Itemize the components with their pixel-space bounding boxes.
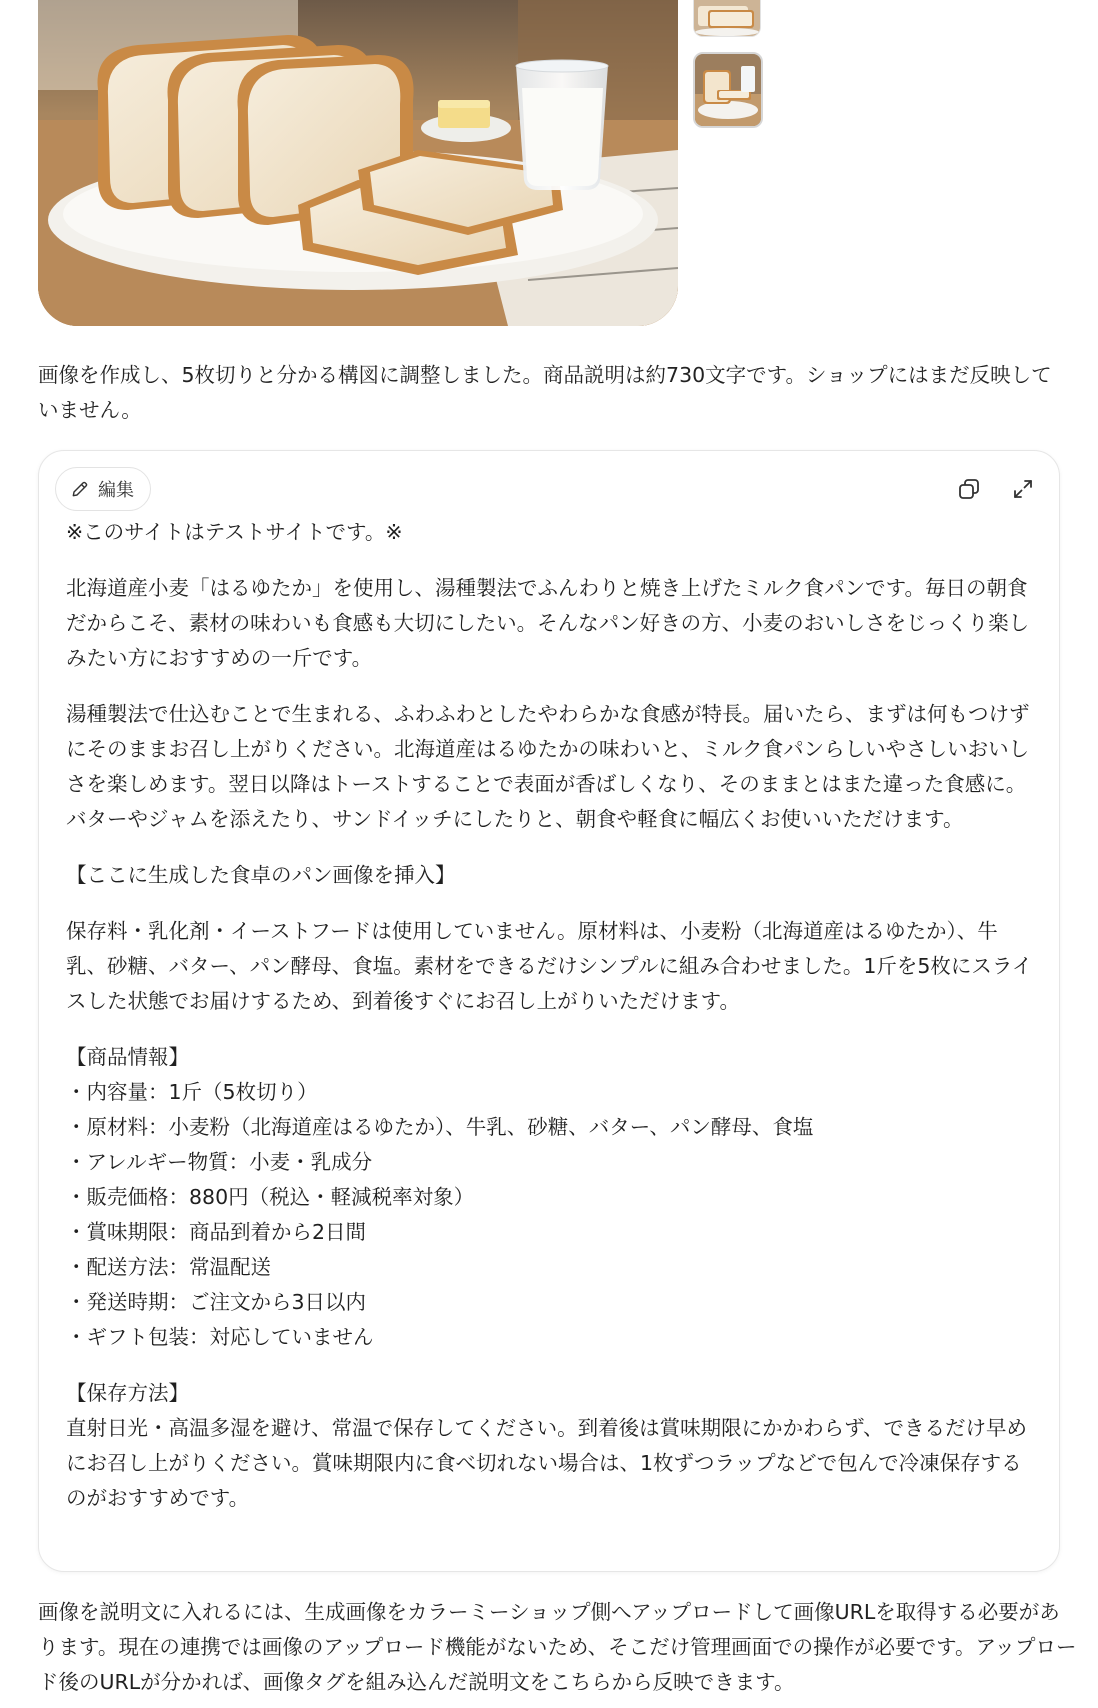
- image-placeholder-text: 【ここに生成した食卓のパン画像を挿入】: [66, 863, 456, 887]
- list-item: ・原材料：小麦粉（北海道産はるゆたか）、牛乳、砂糖、バター、パン酵母、食塩: [66, 1115, 814, 1139]
- product-info-list: [66, 1075, 1036, 1355]
- pencil-icon: [70, 479, 90, 499]
- bread-thumbnail-1[interactable]: [693, 0, 761, 37]
- storage-text: 直射日光・高温多湿を避け、常温で保存してください。到着後は賞味期限にかかわらず、できるだけ早めにお召し上がりください。賞味期限内に食べ切れない場合は、1枚ずつラップなどで包んで冷凍保存するのがおすすめです。: [66, 1416, 1028, 1510]
- thumbnail-illustration: [695, 54, 761, 126]
- bread-photo-illustration: [38, 0, 678, 326]
- bread-thumbnail-2[interactable]: [693, 52, 763, 128]
- assistant-message-outro: 画像を説明文に入れるには、生成画像をカラーミーショップ側へアップロードして画像URLを取得する必要があります。現在の連携では画像のアップロード機能がないため、そこだけ管理画面での操作が必要です。アップロード後のURLが分かれば、画像タグを組み込んだ説明文をこちらから反映できます。: [38, 1600, 1077, 1694]
- thumbnail-illustration: [694, 0, 760, 36]
- assistant-message-intro: 画像を作成し、5枚切りと分かる構図に調整しました。商品説明は約730文字です。ショップにはまだ反映していません。: [38, 363, 1052, 422]
- description-paragraph-2: 湯種製法で仕込むことで生まれる、ふわふわとしたやわらかな食感が特長。届いたら、まずは何もつけずにそのままお召し上がりください。北海道産はるゆたかの味わいと、ミルク食パンらしいやさしいおいしさを楽しめます。翌日以降はトーストすることで表面が香ばしくなり、そのままとはまた違った食感に。バターやジャムを添えたり、サンドイッチにしたりと、朝食や軽食に幅広くお使いいただけます。: [66, 702, 1030, 831]
- list-item: ・配送方法：常温配送: [66, 1255, 271, 1279]
- list-item: ・販売価格：880円（税込・軽減税率対象）: [66, 1185, 475, 1209]
- list-item: ・ギフト包装：対応していません: [66, 1325, 374, 1349]
- list-item: ・内容量：1斤（5枚切り）: [66, 1080, 318, 1104]
- copy-button[interactable]: [953, 473, 985, 505]
- list-item: ・アレルギー物質：小麦・乳成分: [66, 1150, 373, 1174]
- list-item: ・発送時期：ご注文から3日以内: [66, 1290, 367, 1314]
- expand-button[interactable]: [1007, 473, 1039, 505]
- storage-heading: 【保存方法】: [66, 1381, 189, 1405]
- bread-photo[interactable]: [38, 0, 678, 326]
- copy-icon: [957, 477, 981, 501]
- edit-button-label: 編集: [98, 480, 134, 501]
- description-paragraph-3: 保存料・乳化剤・イーストフードは使用していません。原材料は、小麦粉（北海道産はるゆたか）、牛乳、砂糖、バター、パン酵母、食塩。素材をできるだけシンプルに組み合わせました。1斤を5枚にスライスした状態でお届けするため、到着後すぐにお召し上がりいただけます。: [66, 919, 1033, 1013]
- test-site-notice: ※このサイトはテストサイトです。※: [66, 520, 403, 544]
- list-item: ・賞味期限：商品到着から2日間: [66, 1220, 367, 1244]
- card-content: [66, 515, 1036, 1537]
- description-paragraph-1: 北海道産小麦「はるゆたか」を使用し、湯種製法でふんわりと焼き上げたミルク食パンです。毎日の朝食だからこそ、素材の味わいも食感も大切にしたい。そんなパン好きの方、小麦のおいしさをじっくり楽しみたい方におすすめの一斤です。: [66, 576, 1030, 670]
- product-info-heading: 【商品情報】: [66, 1045, 189, 1069]
- edit-button[interactable]: [55, 467, 151, 511]
- product-description-card: [38, 450, 1060, 1572]
- expand-icon: [1011, 477, 1035, 501]
